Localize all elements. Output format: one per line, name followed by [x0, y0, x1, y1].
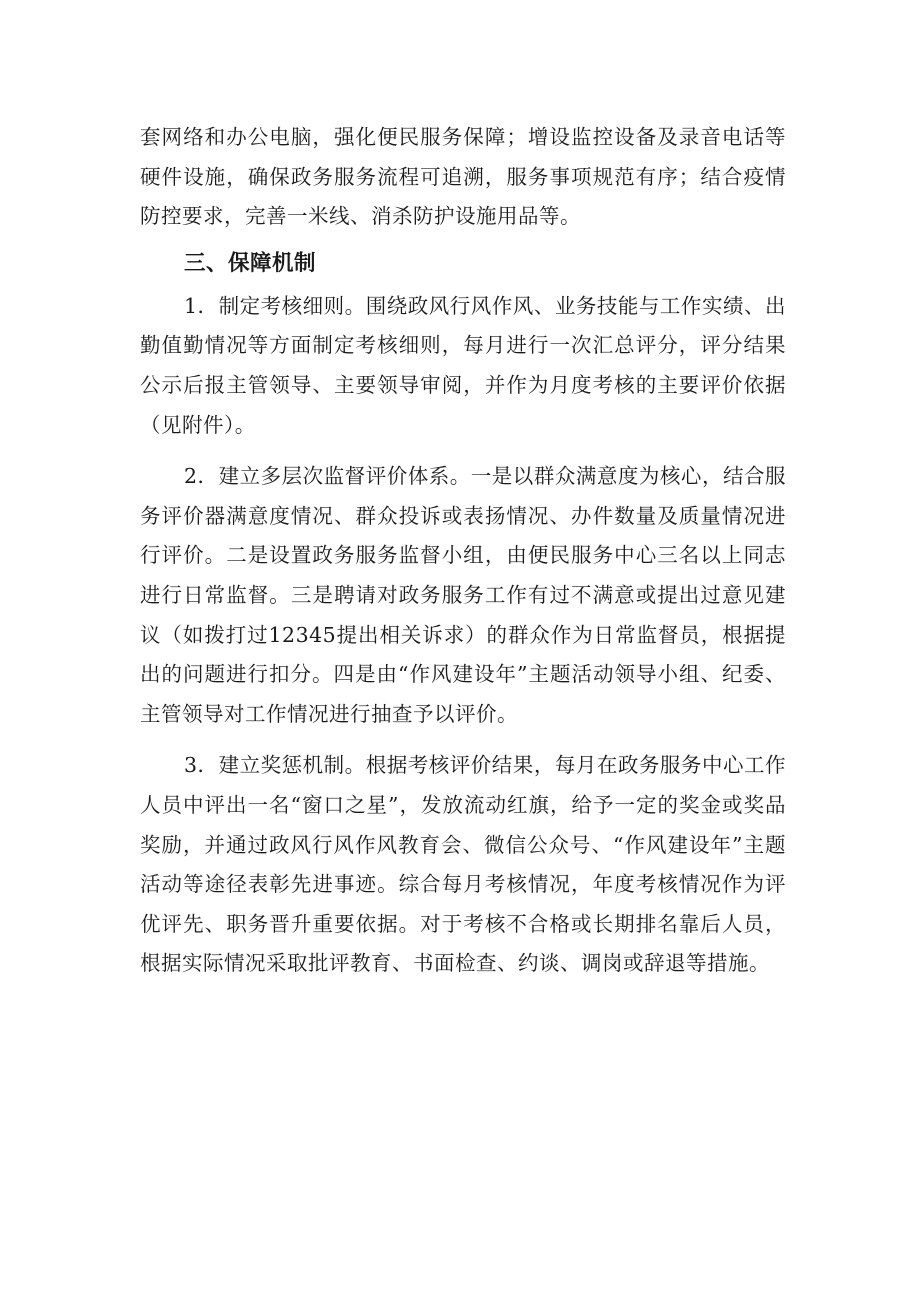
intro-paragraph: 套网络和办公电脑，强化便民服务保障；增设监控设备及录音电话等硬件设施，确保政务服务流程可追溯，服务事项规范有序；结合疫情防控要求，完善一米线、消杀防护设施用品等。 — [140, 125, 786, 229]
item-paragraph-3: 3．建立奖惩机制。根据考核评价结果，每月在政务服务中心工作人员中评出一名“窗口之星”，发放流动红旗，给予一定的奖金或奖品奖励，并通过政风行风作风教育会、微信公众号、“作风建设年”主题活动等途径表彰先进事迹。综合每月考核情况，年度考核情况作为评优评先、职务晋升重要依据。对于考核不合格或长期排名靠后人员，根据实际情况采取批评教育、书面检查、约谈、调岗或辞退等措施。 — [140, 753, 786, 976]
item-paragraph-1: 1．制定考核细则。围绕政风行风作风、业务技能与工作实绩、出勤值勤情况等方面制定考核细则，每月进行一次汇总评分，评分结果公示后报主管领导、主要领导审阅，并作为月度考核的主要评价依据（见附件）。 — [140, 293, 786, 437]
item-paragraph-2: 2．建立多层次监督评价体系。一是以群众满意度为核心，结合服务评价器满意度情况、群众投诉或表扬情况、办件数量及质量情况进行评价。二是设置政务服务监督小组，由便民服务中心三名以上同志进行日常监督。三是聘请对政务服务工作有过不满意或提出过意见建议（如拨打过12345提出相关诉求）的群众作为日常监督员，根据提出的问题进行扣分。四是由“作风建设年”主题活动领导小组、纪委、主管领导对工作情况进行抽查予以评价。 — [140, 464, 786, 726]
document-body — [140, 118, 786, 984]
section-heading: 三、保障机制 — [184, 250, 317, 276]
